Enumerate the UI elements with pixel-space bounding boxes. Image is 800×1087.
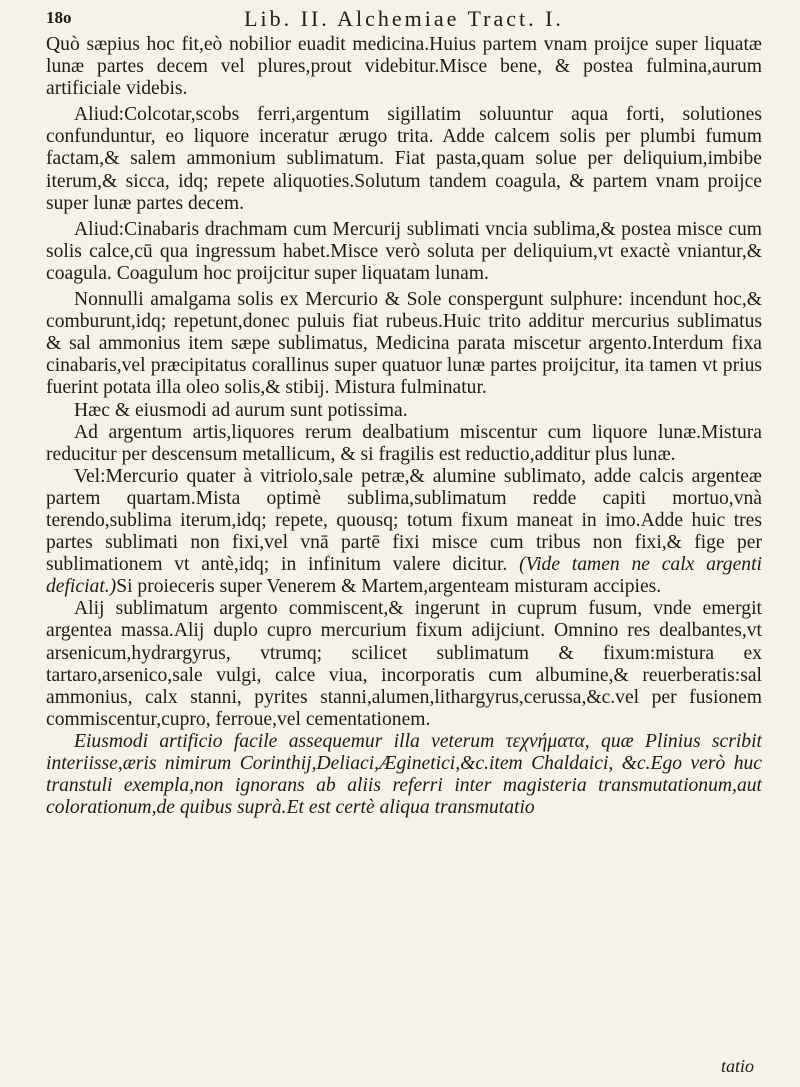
paragraph-5: Hæc & eiusmodi ad aurum sunt potissima.: [74, 399, 408, 421]
page-number: 18o: [46, 8, 72, 27]
paragraph-7-tail: Si proieceris super Venerem & Martem,argenteam misturam accipies.: [116, 576, 662, 598]
paragraph-4: Nonnulli amalgama solis ex Mercurio & Sole conspergunt sulphure: incendunt hoc,& comburunt,idq; repetunt,donec puluis fiat rubeus.Huic trito additur mercurius sublimatus & sal ammonius item sæpe sublimatus, Medicina parata miscetur argento.Interdum fixa cinabaris,vel præcipitatus corallinus super quatuor lunæ partes proijcitur, ita tamen vt prius fuerint potata illa oleo solis,& stibij. Mistura fulminatur.: [46, 289, 762, 399]
paragraph-7-note: (Vide tamen ne calx argenti deficiat.): [46, 554, 762, 598]
running-head: Lib. II. Alchemiae Tract. I.: [244, 6, 564, 31]
paragraph-9: Eiusmodi artificio facile assequemur illa veterum τεχνήματα, quæ Plinius scribit interiisse,æris nimirum Corinthij,Deliaci,Æginetici,&c.item Chaldaici, &c.Ego verò huc transtuli exempla,non ignorans ab aliis referri inter magisteria transmutationum,aut colorationum,de quibus suprà.Et est certè aliqua transmutatio: [46, 730, 762, 819]
paragraph-8: Alij sublimatum argento commiscent,& ingerunt in cuprum fusum, vnde emergit argentea massa.Alij duplo cupro mercurium fixum adijciunt. Omnino res dealbantes,vt arsenicum,hydrargyrus, vtrumq; scilicet sublimatum & fixum:mistura ex tartaro,arsenico,sale vulgi, calce viua, incorporatis cum albumine,& reuerberatis:sal ammonius, calx stanni, pyrites stanni,alumen,lithargyrus,cerussa,&c.vel per fusionem commiscentur,cupro, ferroue,vel cementationem.: [46, 598, 762, 730]
page-header: [46, 4, 762, 34]
body-text: [46, 34, 762, 819]
paragraph-7-text: Vel:Mercurio quater à vitriolo,sale petræ,& alumine sublimato, adde calcis argenteæ partem quartam.Mista optimè sublima,sublimatum redde capiti mortuo,vnà terendo,sublima iterum,idq; repete, quousq; totum fixum maneat in imo.Adde huic tres partes sublimati non fixi,vel vnā partē fixi misce cum tribus non fixi,& fige per sublimationem vt antè,idq; in infinitum valere dicitur.: [46, 465, 762, 576]
paragraph-2: Aliud:Colcotar,scobs ferri,argentum sigillatim soluuntur aqua forti, solutiones confunduntur, eo liquore inceratur ærugo trita. Adde calcem solis per plumbi fumum factam,& salem ammonium sublimatum. Fiat pasta,quam solue per deliquium,imbibe iterum,& sicca, idq; repete aliquoties.Solutum tandem coagula, & partem vnam proijce super lunæ partes decem.: [46, 104, 762, 214]
paragraph-1: Quò sæpius hoc fit,eò nobilior euadit medicina.Huius partem vnam proijce super liquatæ lunæ partes decem vel plures,prout videbitur.Misce bene, & postea fulmina,aurum artificiale videbis.: [46, 34, 762, 100]
catchword: tatio: [720, 1056, 754, 1076]
paragraph-7: [46, 466, 762, 599]
paragraph-6: Ad argentum artis,liquores rerum dealbatium miscentur cum liquore lunæ.Mistura reducitur per descensum metallicum, & si fragilis est reductio,additur plus lunæ.: [46, 421, 762, 465]
paragraph-3: Aliud:Cinabaris drachmam cum Mercurij sublimati vncia sublima,& postea misce cum solis calce,cū qua ingressum habet.Misce verò soluta per deliquium,vt exactè vniantur,& coagula. Coagulum hoc proijcitur super liquatam lunam.: [46, 218, 762, 284]
